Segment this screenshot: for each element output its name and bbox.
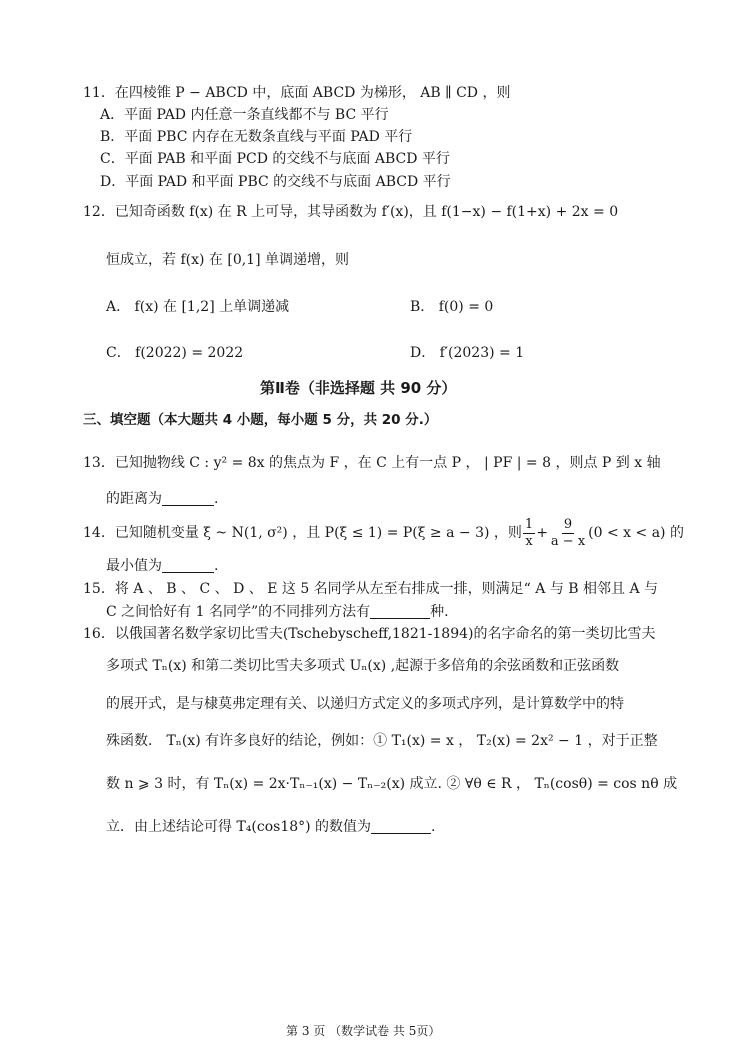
q12-stem-continued: 恒成立，若 f(x) 在 [0,1] 单调递增，则 xyxy=(106,252,349,268)
fraction-9-over-a-minus-x xyxy=(549,517,587,550)
q15-line2 xyxy=(106,602,449,622)
q16-line2: 多项式 Tₙ(x) 和第二类切比雪夫多项式 Uₙ(x) ,起源于多倍角的余弦函数和正弦函数 xyxy=(106,658,620,674)
q11-option-a: A．平面 PAD 内任意一条直线都不与 BC 平行 xyxy=(100,107,389,123)
q12-option-c: C． f(2022) = 2022 xyxy=(106,345,244,361)
q16-line1: 16．以俄国著名数学家切比雪夫(Tschebyscheff,1821-1894)的名字命名的第一类切比雪夫 xyxy=(83,626,656,642)
q14-text: 14．已知随机变量 ξ ~ N(1, σ²) ，且 P(ξ ≤ 1) = P(ξ ≥ a − 3) ，则 xyxy=(83,525,522,541)
q15-line2-text: C 之间恰好有 1 名同学”的不同排列方法有 xyxy=(106,604,371,620)
q11-option-b: B．平面 PBC 内存在无数条直线与平面 PAD 平行 xyxy=(100,129,413,145)
q16-line4: 殊函数． Tₙ(x) 有许多良好的结论，例如：① T₁(x) = x ， T₂(x) = 2x² − 1 ，对于正整 xyxy=(106,733,658,749)
page-footer: 第 3 页 （数学试卷 共 5页） xyxy=(286,1024,441,1038)
q12-option-d: D． f′(2023) = 1 xyxy=(410,345,525,361)
q14-answer-blank[interactable] xyxy=(162,558,214,573)
q11-option-d: D．平面 PAD 和平面 PBC 的交线不与底面 ABCD 平行 xyxy=(100,174,451,190)
q16-line6-text: 立．由上述结论可得 T₄(cos18°) 的数值为 xyxy=(106,819,372,835)
q13-line1: 13．已知抛物线 C : y² = 8x 的焦点为 F ，在 C 上有一点 P ， | PF | = 8 ，则点 P 到 x 轴 xyxy=(83,455,661,471)
fraction-1-over-x xyxy=(523,517,535,550)
section-heading: 三、填空题（本大题共 4 小题，每小题 5 分，共 20 分.） xyxy=(83,412,438,428)
fraction-denominator: x xyxy=(525,533,533,549)
q12-option-a: A． f(x) 在 [1,2] 上单调递减 xyxy=(106,299,290,315)
q13-line2-text: 的距离为 xyxy=(106,491,162,507)
q14-text-end: (0 < x < a) 的 xyxy=(588,525,684,541)
fraction-numerator: 9 xyxy=(563,516,573,532)
q13-line2 xyxy=(106,489,218,509)
q11-stem: 11．在四棱锥 P − ABCD 中，底面 ABCD 为梯形， AB ∥ CD ，则 xyxy=(83,85,511,101)
q14-line2-end: . xyxy=(214,558,219,574)
q15-line1: 15．将 A 、 B 、 C 、 D 、 E 这 5 名同学从左至右排成一排，则满足“ A 与 B 相邻且 A 与 xyxy=(83,581,659,597)
q11-option-c: C．平面 PAB 和平面 PCD 的交线不与底面 ABCD 平行 xyxy=(100,151,450,167)
plus-sign: + xyxy=(536,525,548,541)
q16-line3: 的展开式，是与棣莫弗定理有关、以递归方式定义的多项式序列，是计算数学中的特 xyxy=(106,696,624,712)
section-title: 第Ⅱ卷（非选择题 共 90 分） xyxy=(260,379,457,397)
q15-line2-end: 种. xyxy=(430,604,449,620)
fraction-denominator: a − x xyxy=(550,533,586,549)
q13-answer-blank[interactable] xyxy=(162,491,214,506)
q13-line2-end: . xyxy=(214,491,219,507)
fraction-numerator: 1 xyxy=(524,516,534,532)
q16-line6 xyxy=(106,817,436,837)
q14-line1 xyxy=(83,512,684,554)
q16-answer-blank[interactable] xyxy=(371,819,431,834)
q14-line2 xyxy=(106,556,218,576)
q16-line6-end: . xyxy=(431,819,436,835)
q15-answer-blank[interactable] xyxy=(370,604,430,619)
q12-option-b: B． f(0) = 0 xyxy=(410,299,494,315)
q16-line5: 数 n ⩾ 3 时，有 Tₙ(x) = 2x·Tₙ₋₁(x) − Tₙ₋₂(x) 成立. ② ∀θ ∈ R ， Tₙ(cosθ) = cos nθ 成 xyxy=(106,776,678,792)
q14-line2-text: 最小值为 xyxy=(106,558,162,574)
q12-stem: 12．已知奇函数 f(x) 在 R 上可导，其导函数为 f′(x)，且 f(1−x) − f(1+x) + 2x = 0 xyxy=(83,204,619,220)
